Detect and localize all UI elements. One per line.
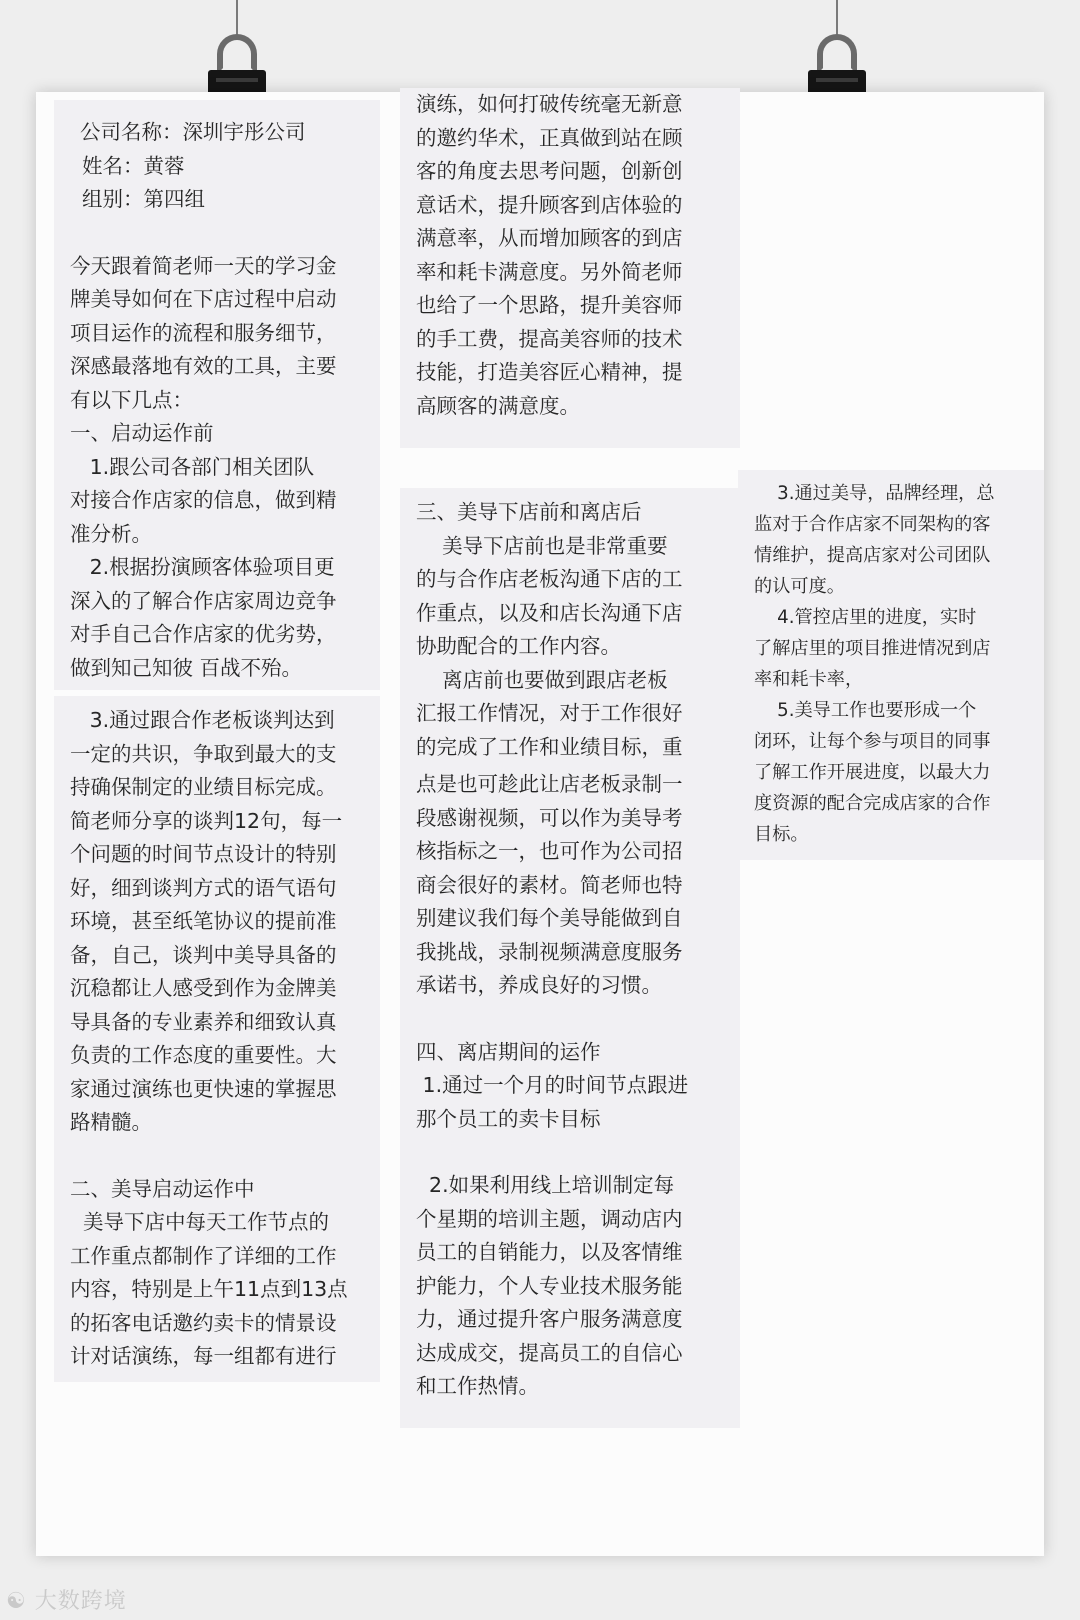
- text-line: 3.通过美导，品牌经理，总: [754, 483, 995, 504]
- text-line: 和工作热情。: [416, 1374, 539, 1398]
- text-line: 好，细到谈判方式的语气语句: [70, 875, 337, 900]
- text-line: 导具备的专业素养和细致认真: [70, 1009, 337, 1034]
- section2-text: [70, 1173, 364, 1374]
- text-line: 离店前也要做到跟店老板: [416, 667, 668, 692]
- watermark: [6, 1584, 127, 1615]
- text-line: 商会很好的素材。简老师也特: [416, 872, 683, 897]
- text-line: 度资源的配合完成店家的合作: [754, 793, 991, 814]
- text-line: 那个员工的卖卡目标: [416, 1106, 601, 1131]
- text-line: 的认可度。: [754, 576, 845, 597]
- text-line: 有以下几点：: [70, 387, 193, 412]
- col1b-text: [70, 704, 364, 1140]
- text-line: 的手工费，提高美容师的技术: [416, 326, 683, 351]
- company-name: 公司名称：深圳宇彤公司: [80, 120, 306, 144]
- text-line: 汇报工作情况，对于工作很好: [416, 701, 683, 725]
- text-line: 我挑战，录制视频满意度服务: [416, 939, 683, 964]
- text-line: 2.如果利用线上培训制定每: [416, 1173, 675, 1197]
- text-line: 演练，如何打破传统毫无新意: [416, 92, 683, 116]
- text-line: 三、美导下店前和离店后: [416, 500, 642, 524]
- group-name: 组别：第四组: [82, 187, 205, 211]
- text-line: 做到知己知彼 百战不殆。: [70, 655, 303, 680]
- text-line: 计对话演练，每一组都有进行: [70, 1344, 337, 1368]
- text-line: 核指标之一，也可作为公司招: [416, 839, 683, 863]
- col2b-text: [416, 496, 724, 764]
- text-line: 段感谢视频，可以作为美导考: [416, 805, 683, 830]
- text-line: 目标。: [754, 824, 809, 845]
- section4-item2-text: [416, 1169, 724, 1404]
- col3-text: [754, 478, 1028, 850]
- text-line: 深入的了解合作店家周边竞争: [70, 588, 337, 613]
- text-line: 承诺书，养成良好的习惯。: [416, 973, 662, 997]
- col2c-text: [416, 768, 724, 1003]
- text-line: 意话术，提升顾客到店体验的: [416, 192, 683, 217]
- text-line: 持确保制定的业绩目标完成。: [70, 775, 337, 799]
- text-line: 作重点，以及和店长沟通下店: [416, 600, 683, 625]
- text-line: 2.根据扮演顾客体验项目更: [70, 555, 335, 579]
- text-line: 一、启动运作前: [70, 421, 214, 445]
- col1a-text: [70, 250, 364, 686]
- text-line: 准分析。: [70, 521, 152, 546]
- watermark-text: 大数跨境: [34, 1589, 127, 1614]
- text-line: 率和耗卡率，: [754, 669, 864, 690]
- author-name: 姓名：黄蓉: [82, 153, 185, 178]
- text-line: 个星期的培训主题，调动店内: [416, 1206, 683, 1231]
- col2-top-block: [400, 88, 740, 448]
- text-line: 4.管控店里的进度，实时: [754, 607, 977, 628]
- text-line: 别建议我们每个美导能做到自: [416, 906, 683, 930]
- text-line: 员工的自销能力，以及客情维: [416, 1240, 683, 1264]
- text-line: 简老师分享的谈判12句，每一: [70, 808, 343, 833]
- text-line: 深感最落地有效的工具，主要: [70, 354, 337, 378]
- text-line: 3.通过跟合作老板谈判达到: [70, 708, 335, 732]
- text-line: 了解工作开展进度，以最大力: [754, 762, 991, 783]
- text-line: 对接合作店家的信息，做到精: [70, 488, 337, 512]
- text-line: 协助配合的工作内容。: [416, 634, 621, 658]
- text-line: 路精髓。: [70, 1110, 152, 1134]
- text-line: 了解店里的项目推进情况到店: [754, 638, 991, 659]
- text-line: 情维护，提高店家对公司团队: [754, 545, 991, 566]
- text-line: 家通过演练也更快速的掌握思: [70, 1076, 337, 1101]
- col2-middle-block: [400, 488, 740, 774]
- text-line: 今天跟着简老师一天的学习金: [70, 253, 337, 278]
- text-line: 的邀约华术，正真做到站在顾: [416, 125, 683, 150]
- text-line: 项目运作的流程和服务细节，: [70, 320, 337, 345]
- text-line: 达成成交，提高员工的自信心: [416, 1340, 683, 1365]
- text-line: 美导下店前也是非常重要: [416, 533, 668, 558]
- text-line: 的拓客电话邀约卖卡的情景设: [70, 1310, 337, 1335]
- text-line: 内容，特别是上午11点到13点: [70, 1277, 348, 1301]
- text-line: 5.美导工作也要形成一个: [754, 700, 977, 721]
- text-line: 四、离店期间的运作: [416, 1039, 601, 1064]
- text-line: 技能，打造美容匠心精神，提: [416, 360, 683, 384]
- text-line: 沉稳都让人感受到作为金牌美: [70, 976, 337, 1000]
- text-line: 也给了一个思路，提升美容师: [416, 293, 683, 317]
- text-line: 护能力，个人专业技术服务能: [416, 1273, 683, 1298]
- section4-text: [416, 1036, 724, 1137]
- text-line: 1.通过一个月的时间节点跟进: [416, 1073, 689, 1097]
- text-line: 的完成了工作和业绩目标，重: [416, 734, 683, 759]
- col1-bottom-block: [54, 696, 380, 1382]
- col1-top-block: [54, 100, 380, 690]
- text-line: 1.跟公司各部门相关团队: [70, 454, 315, 479]
- text-line: 备，自己，谈判中美导具备的: [70, 942, 337, 967]
- text-line: 一定的共识，争取到最大的支: [70, 741, 337, 766]
- text-line: 二、美导启动运作中: [70, 1176, 255, 1201]
- col2a-text: [416, 88, 724, 423]
- col3-block: [738, 470, 1044, 860]
- text-line: 美导下店中每天工作节点的: [70, 1210, 330, 1234]
- text-line: 个问题的时间节点设计的特别: [70, 842, 337, 866]
- text-line: 高顾客的满意度。: [416, 393, 580, 418]
- col2-bottom-block: [400, 768, 740, 1428]
- text-line: 的与合作店老板沟通下店的工: [416, 567, 683, 591]
- text-line: 点是也可趁此让店老板录制一: [416, 772, 683, 796]
- text-line: 牌美导如何在下店过程中启动: [70, 287, 337, 311]
- text-line: 监对于合作店家不同架构的客: [754, 514, 991, 535]
- text-line: 满意率，从而增加顾客的到店: [416, 226, 683, 250]
- text-line: 负责的工作态度的重要性。大: [70, 1043, 337, 1067]
- text-line: 环境，甚至纸笔协议的提前准: [70, 909, 337, 933]
- text-line: 对手自己合作店家的优劣势，: [70, 622, 337, 646]
- text-line: 率和耗卡满意度。另外简老师: [416, 259, 683, 284]
- text-line: 工作重点都制作了详细的工作: [70, 1243, 337, 1268]
- text-line: 力，通过提升客户服务满意度: [416, 1307, 683, 1331]
- watermark-logo-icon: ☯: [6, 1589, 35, 1614]
- text-line: 客的角度去思考问题，创新创: [416, 159, 683, 183]
- text-line: 闭环，让每个参与项目的同事: [754, 731, 991, 752]
